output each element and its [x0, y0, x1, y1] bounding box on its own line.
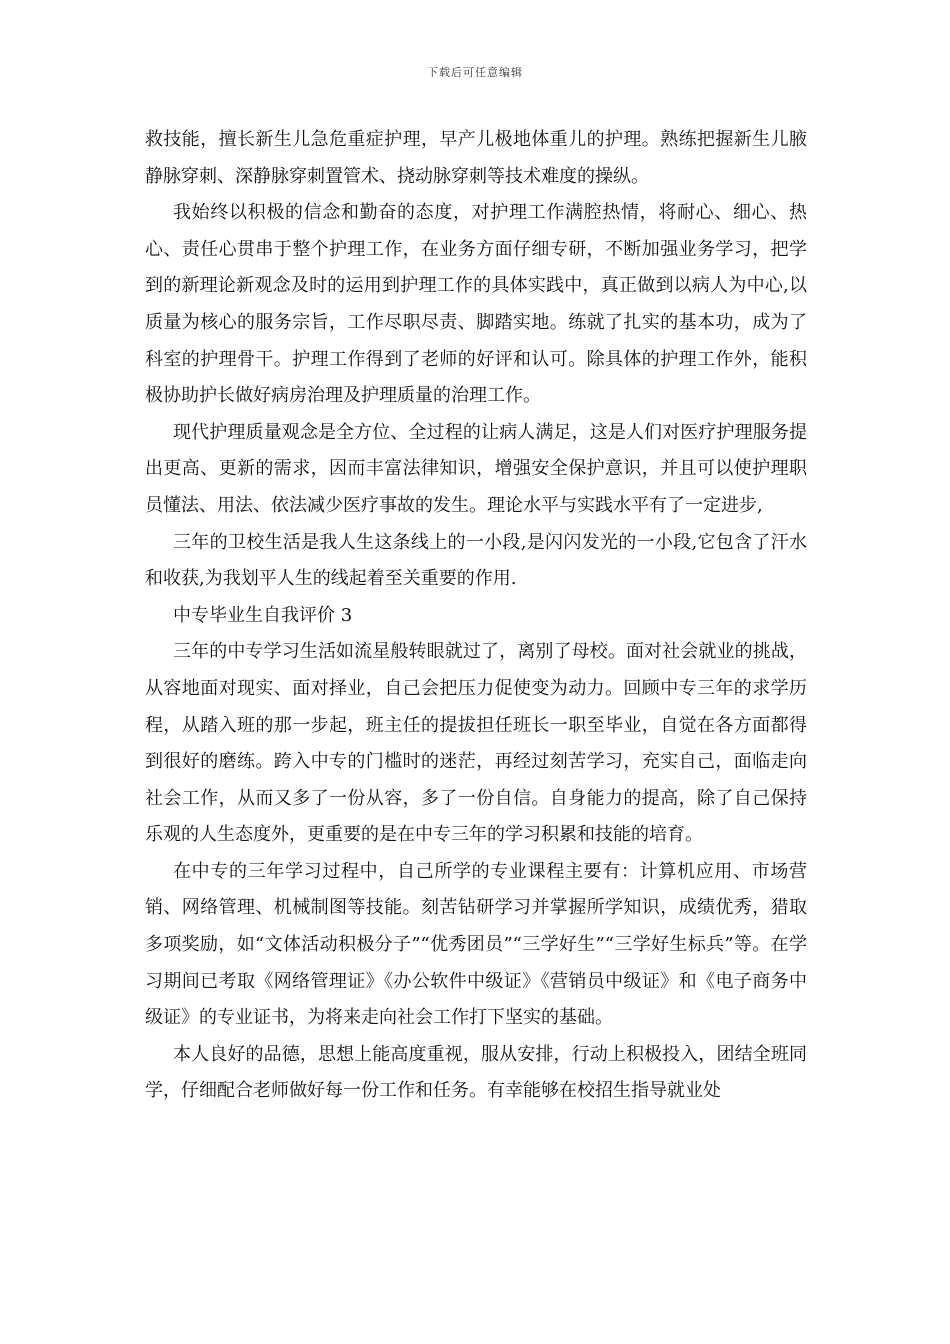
paragraph-character: 本人良好的品德，思想上能高度重视，服从安排，行动上积极投入，团结全班同学，仔细配合老师做好每一份工作和任务。有幸能够在校招生指导就业处	[145, 1043, 807, 1102]
section-heading: 中专毕业生自我评价 3	[173, 604, 353, 626]
paragraph-school-life: 三年的卫校生活是我人生这条线上的一小段,是闪闪发光的一小段,它包含了汗水和收获,为我划平人生的线起着至关重要的作用.	[145, 531, 807, 590]
document-body	[145, 122, 807, 1110]
paragraph-three-years: 三年的中专学习生活如流星般转眼就过了，离别了母校。面对社会就业的挑战，从容地面对现实、面对择业，自己会把压力促使变为动力。回顾中专三年的求学历程，从踏入班的那一步起，班主任的提拔担任班长一职至毕业，自觉在各方面都得到很好的磨练。跨入中专的门槛时的迷茫，再经过刻苦学习，充实自己，面临走向社会工作，从而又多了一份从容，多了一份自信。自身能力的提高，除了自己保持乐观的人生态度外，更重要的是在中专三年的学习积累和技能的培育。	[145, 641, 807, 846]
page-header: 下载后可任意编辑	[427, 66, 523, 79]
paragraph-nursing-attitude: 我始终以积极的信念和勤奋的态度，对护理工作满腔热情，将耐心、细心、热心、责任心贯串于整个护理工作，在业务方面仔细专研，不断加强业务学习，把学到的新理论新观念及时的运用到护理工作的具体实践中，真正做到以病人为中心,以质量为核心的服务宗旨，工作尽职尽责、脚踏实地。练就了扎实的基本功，成为了科室的护理骨干。护理工作得到了老师的好评和认可。除具体的护理工作外，能积极协助护长做好病房治理及护理质量的治理工作。	[145, 202, 807, 407]
paragraph-courses: 在中专的三年学习过程中，自己所学的专业课程主要有：计算机应用、市场营销、网络管理、机械制图等技能。刻苦钻研学习并掌握所学知识，成绩优秀，猎取多项奖励，如“文体活动积极分子”“优秀团员”“三学好生”“三学好生标兵”等。在学习期间已考取《网络管理证》《办公软件中级证》《营销员中级证》和《电子商务中级证》的专业证书，为将来走向社会工作打下坚实的基础。	[145, 860, 807, 1029]
paragraph-continuation: 救技能，擅长新生儿急危重症护理，早产儿极地体重儿的护理。熟练把握新生儿腋静脉穿刺、深静脉穿刺置管术、挠动脉穿刺等技术难度的操纵。	[145, 129, 807, 187]
paragraph-nursing-quality: 现代护理质量观念是全方位、全过程的让病人满足，这是人们对医疗护理服务提出更高、更新的需求，因而丰富法律知识，增强安全保护意识，并且可以使护理职员懂法、用法、依法减少医疗事故的发生。理论水平与实践水平有了一定进步,	[145, 421, 807, 516]
